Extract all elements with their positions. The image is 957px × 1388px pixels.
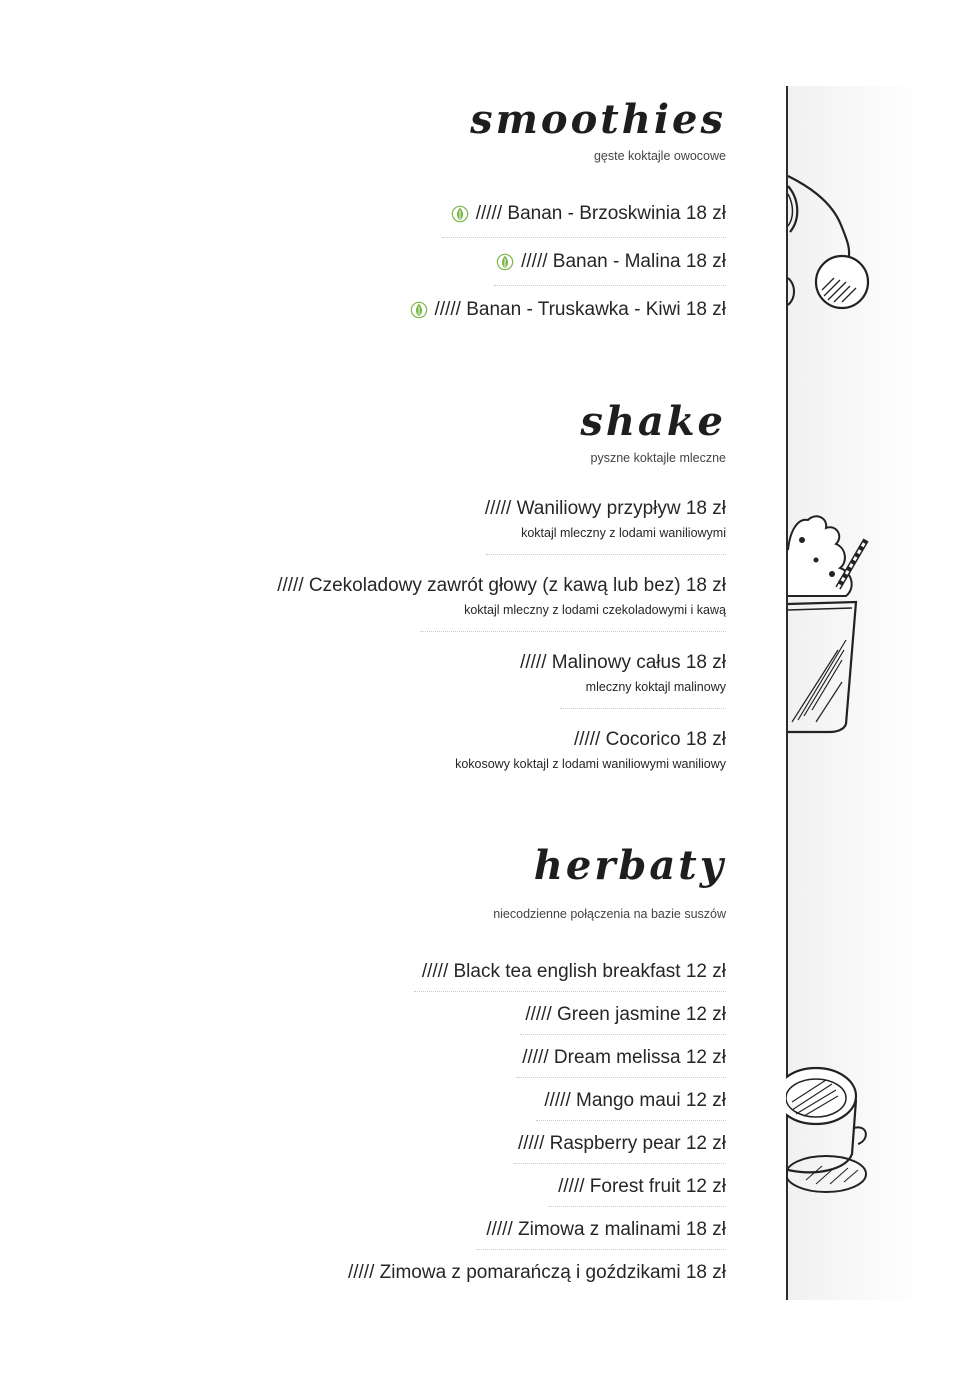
dotted-separator <box>420 631 726 632</box>
section-herbaty <box>166 842 726 921</box>
section-title: shake <box>580 398 726 445</box>
item-name: ///// Banan - Truskawka - Kiwi 18 zł <box>434 299 726 320</box>
dotted-separator <box>560 708 726 709</box>
dotted-separator <box>494 285 726 286</box>
menu-item <box>166 730 726 771</box>
menu-item <box>166 962 726 992</box>
item-name: ///// Raspberry pear 12 zł <box>517 1133 726 1154</box>
menu-item <box>166 1134 726 1164</box>
menu-item <box>166 300 726 319</box>
item-name: ///// Malinowy całus 18 zł <box>520 652 726 673</box>
menu-item <box>166 204 726 238</box>
item-name: ///// Green jasmine 12 zł <box>525 1004 726 1025</box>
item-description: koktajl mleczny z lodami waniliowymi <box>521 526 726 540</box>
dotted-separator <box>476 1249 726 1250</box>
item-description: koktajl mleczny z lodami czekoladowymi i kawą <box>464 603 726 617</box>
dotted-separator <box>442 237 726 238</box>
item-name: ///// Czekoladowy zawrót głowy (z kawą lub bez) 18 zł <box>277 575 726 596</box>
menu-item <box>166 1091 726 1121</box>
leaf-icon <box>496 253 514 271</box>
item-name: ///// Forest fruit 12 zł <box>558 1176 726 1197</box>
dotted-separator <box>514 1163 726 1164</box>
section-subtitle: gęste koktajle owocowe <box>593 149 726 163</box>
dotted-separator <box>548 1206 726 1207</box>
item-name: ///// Mango maui 12 zł <box>544 1090 726 1111</box>
dotted-separator <box>486 554 726 555</box>
menu-item <box>166 1220 726 1250</box>
item-name: ///// Banan - Malina 18 zł <box>521 251 726 272</box>
dotted-separator <box>520 1034 726 1035</box>
menu-item <box>166 1005 726 1035</box>
item-name: ///// Zimowa z pomarańczą i goździkami 18 zł <box>347 1262 726 1283</box>
item-description: mleczny koktajl malinowy <box>585 680 726 694</box>
milkshake-icon <box>786 510 881 740</box>
item-name: ///// Zimowa z malinami 18 zł <box>486 1219 726 1240</box>
menu-item <box>166 499 726 555</box>
dotted-separator <box>516 1077 726 1078</box>
dotted-separator <box>414 991 726 992</box>
leaf-icon <box>451 205 469 223</box>
teacup-icon <box>786 1058 876 1203</box>
leaf-icon <box>410 301 428 319</box>
menu-item <box>166 576 726 632</box>
item-name: ///// Dream melissa 12 zł <box>522 1047 726 1068</box>
cherry-icon <box>786 170 886 320</box>
menu-item <box>166 653 726 709</box>
menu-item <box>166 252 726 286</box>
item-name: ///// Black tea english breakfast 12 zł <box>421 961 726 982</box>
section-smoothies <box>166 96 726 163</box>
item-description: kokosowy koktajl z lodami waniliowymi waniliowy <box>455 757 726 771</box>
section-subtitle: niecodzienne połączenia na bazie suszów <box>493 907 726 921</box>
section-title: smoothies <box>470 96 726 143</box>
dotted-separator <box>536 1120 726 1121</box>
section-shake <box>166 398 726 465</box>
item-name: ///// Cocorico 18 zł <box>573 729 726 750</box>
section-subtitle: pyszne koktajle mleczne <box>590 451 726 465</box>
section-title: herbaty <box>533 842 726 889</box>
menu-item <box>166 1177 726 1207</box>
item-name: ///// Banan - Brzoskwinia 18 zł <box>475 203 726 224</box>
item-name: ///// Waniliowy przypływ 18 zł <box>484 498 726 519</box>
menu-item <box>166 1263 726 1282</box>
menu-item <box>166 1048 726 1078</box>
